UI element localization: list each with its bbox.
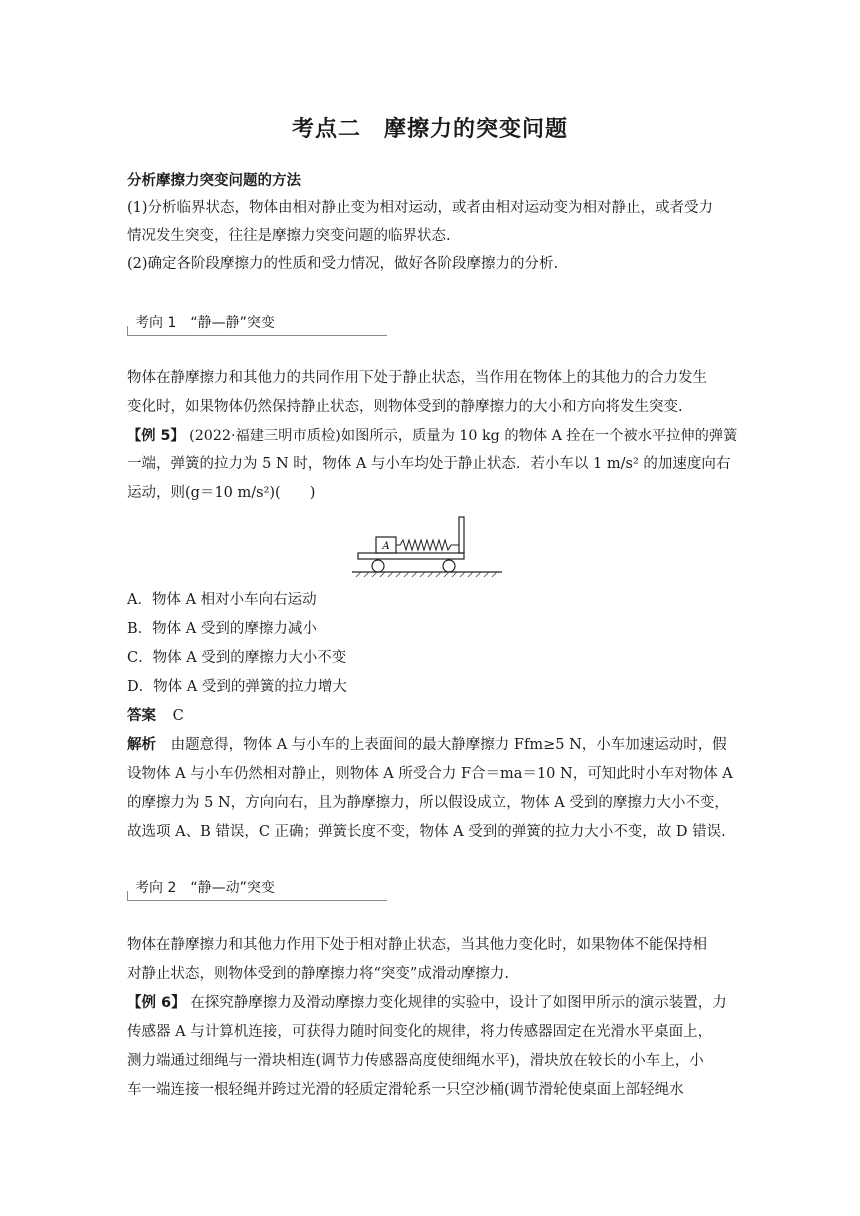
option-d: D．物体 A 受到的弹簧的拉力增大	[127, 679, 347, 695]
spring	[396, 540, 459, 550]
analysis-line-4: 故选项 A、B 错误，C 正确；弹簧长度不变，物体 A 受到的弹簧的拉力大小不变，故 D 错误.	[127, 824, 726, 840]
answer-label: 答案	[127, 708, 156, 724]
example-6-line-1	[127, 993, 739, 1013]
method-heading: 分析摩擦力突变问题的方法	[127, 173, 301, 189]
wheel-right	[443, 560, 455, 572]
section-1-heading	[127, 314, 387, 338]
heading-underline	[127, 900, 387, 901]
method-point-1-line-2: 情况发生突变，往往是摩擦力突变问题的临界状态.	[127, 228, 451, 244]
option-c: C．物体 A 受到的摩擦力大小不变	[127, 650, 347, 666]
method-point-2: (2)确定各阶段摩擦力的性质和受力情况，做好各阶段摩擦力的分析.	[127, 256, 559, 272]
cart-wall	[459, 517, 464, 553]
analysis-label: 解析	[127, 737, 156, 753]
answer-line	[127, 706, 739, 726]
example-6-line-3: 测力端通过细绳与一滑块相连(调节力传感器高度使细绳水平)，滑块放在较长的小车上，小	[127, 1053, 704, 1069]
analysis-line-3: 的摩擦力为 5 N，方向向右，且为静摩擦力，所以假设成立，物体 A 受到的摩擦力大小不变，	[127, 795, 729, 811]
example-5-line-2: 一端，弹簧的拉力为 5 N 时，物体 A 与小车均处于静止状态．若小车以 1 m/s² 的加速度向右	[127, 456, 731, 472]
block-a-label: A	[382, 541, 390, 552]
section-1-intro-line-1: 物体在静摩擦力和其他力的共同作用下处于静止状态，当作用在物体上的其他力的合力发生	[127, 370, 707, 386]
cart-spring-diagram	[352, 515, 504, 577]
section-2-heading-text: 考向 2 “静—动”突变	[135, 880, 275, 896]
wheel-left	[372, 560, 384, 572]
analysis-text-1: 由题意得，物体 A 与小车的上表面间的最大静摩擦力 Ffm≥5 N，小车加速运动时，假	[170, 737, 727, 753]
answer-value: C	[172, 708, 184, 724]
page-title: 考点二 摩擦力的突变问题	[291, 117, 568, 142]
example-6-line-2: 传感器 A 与计算机连接，可获得力随时间变化的规律，将力传感器固定在光滑水平桌面上，	[127, 1024, 713, 1040]
cart-platform	[358, 553, 464, 559]
cart-spring-figure	[352, 515, 504, 577]
example-6-text-1: 在探究静摩擦力及滑动摩擦力变化规律的实验中，设计了如图甲所示的演示装置，力	[190, 995, 727, 1011]
method-point-1-line-1: (1)分析临界状态，物体由相对静止变为相对运动，或者由相对运动变为相对静止，或者受力	[127, 200, 714, 216]
analysis-line-1	[127, 735, 739, 755]
example-5-line-1	[127, 426, 739, 446]
example-6-line-4: 车一端连接一根轻绳并跨过光滑的轻质定滑轮系一只空沙桶(调节滑轮使桌面上部轻绳水	[127, 1082, 684, 1098]
section-1-intro-line-2: 变化时，如果物体仍然保持静止状态，则物体受到的静摩擦力的大小和方向将发生突变.	[127, 399, 683, 415]
heading-underline	[127, 335, 387, 336]
option-a: A．物体 A 相对小车向右运动	[127, 592, 317, 608]
example-5-line-3: 运动，则(g＝10 m/s²)( )	[127, 485, 316, 501]
example-6-label: 【例 6】	[127, 995, 186, 1011]
example-5-label: 【例 5】	[127, 428, 185, 444]
analysis-line-2: 设物体 A 与小车仍然相对静止，则物体 A 所受合力 F合＝ma＝10 N，可知此时小车对物体 A	[127, 766, 733, 782]
section-2-intro-line-2: 对静止状态，则物体受到的静摩擦力将“突变”成滑动摩擦力.	[127, 966, 509, 982]
ground-hatching	[356, 572, 497, 577]
section-2-heading	[127, 879, 387, 903]
option-b: B．物体 A 受到的摩擦力减小	[127, 621, 317, 637]
section-1-heading-text: 考向 1 “静—静”突变	[135, 315, 275, 331]
example-5-text-1: (2022·福建三明市质检)如图所示，质量为 10 kg 的物体 A 拴在一个被水平拉伸的弹簧	[189, 428, 738, 444]
section-2-intro-line-1: 物体在静摩擦力和其他力作用下处于相对静止状态，当其他力变化时，如果物体不能保持相	[127, 937, 707, 953]
